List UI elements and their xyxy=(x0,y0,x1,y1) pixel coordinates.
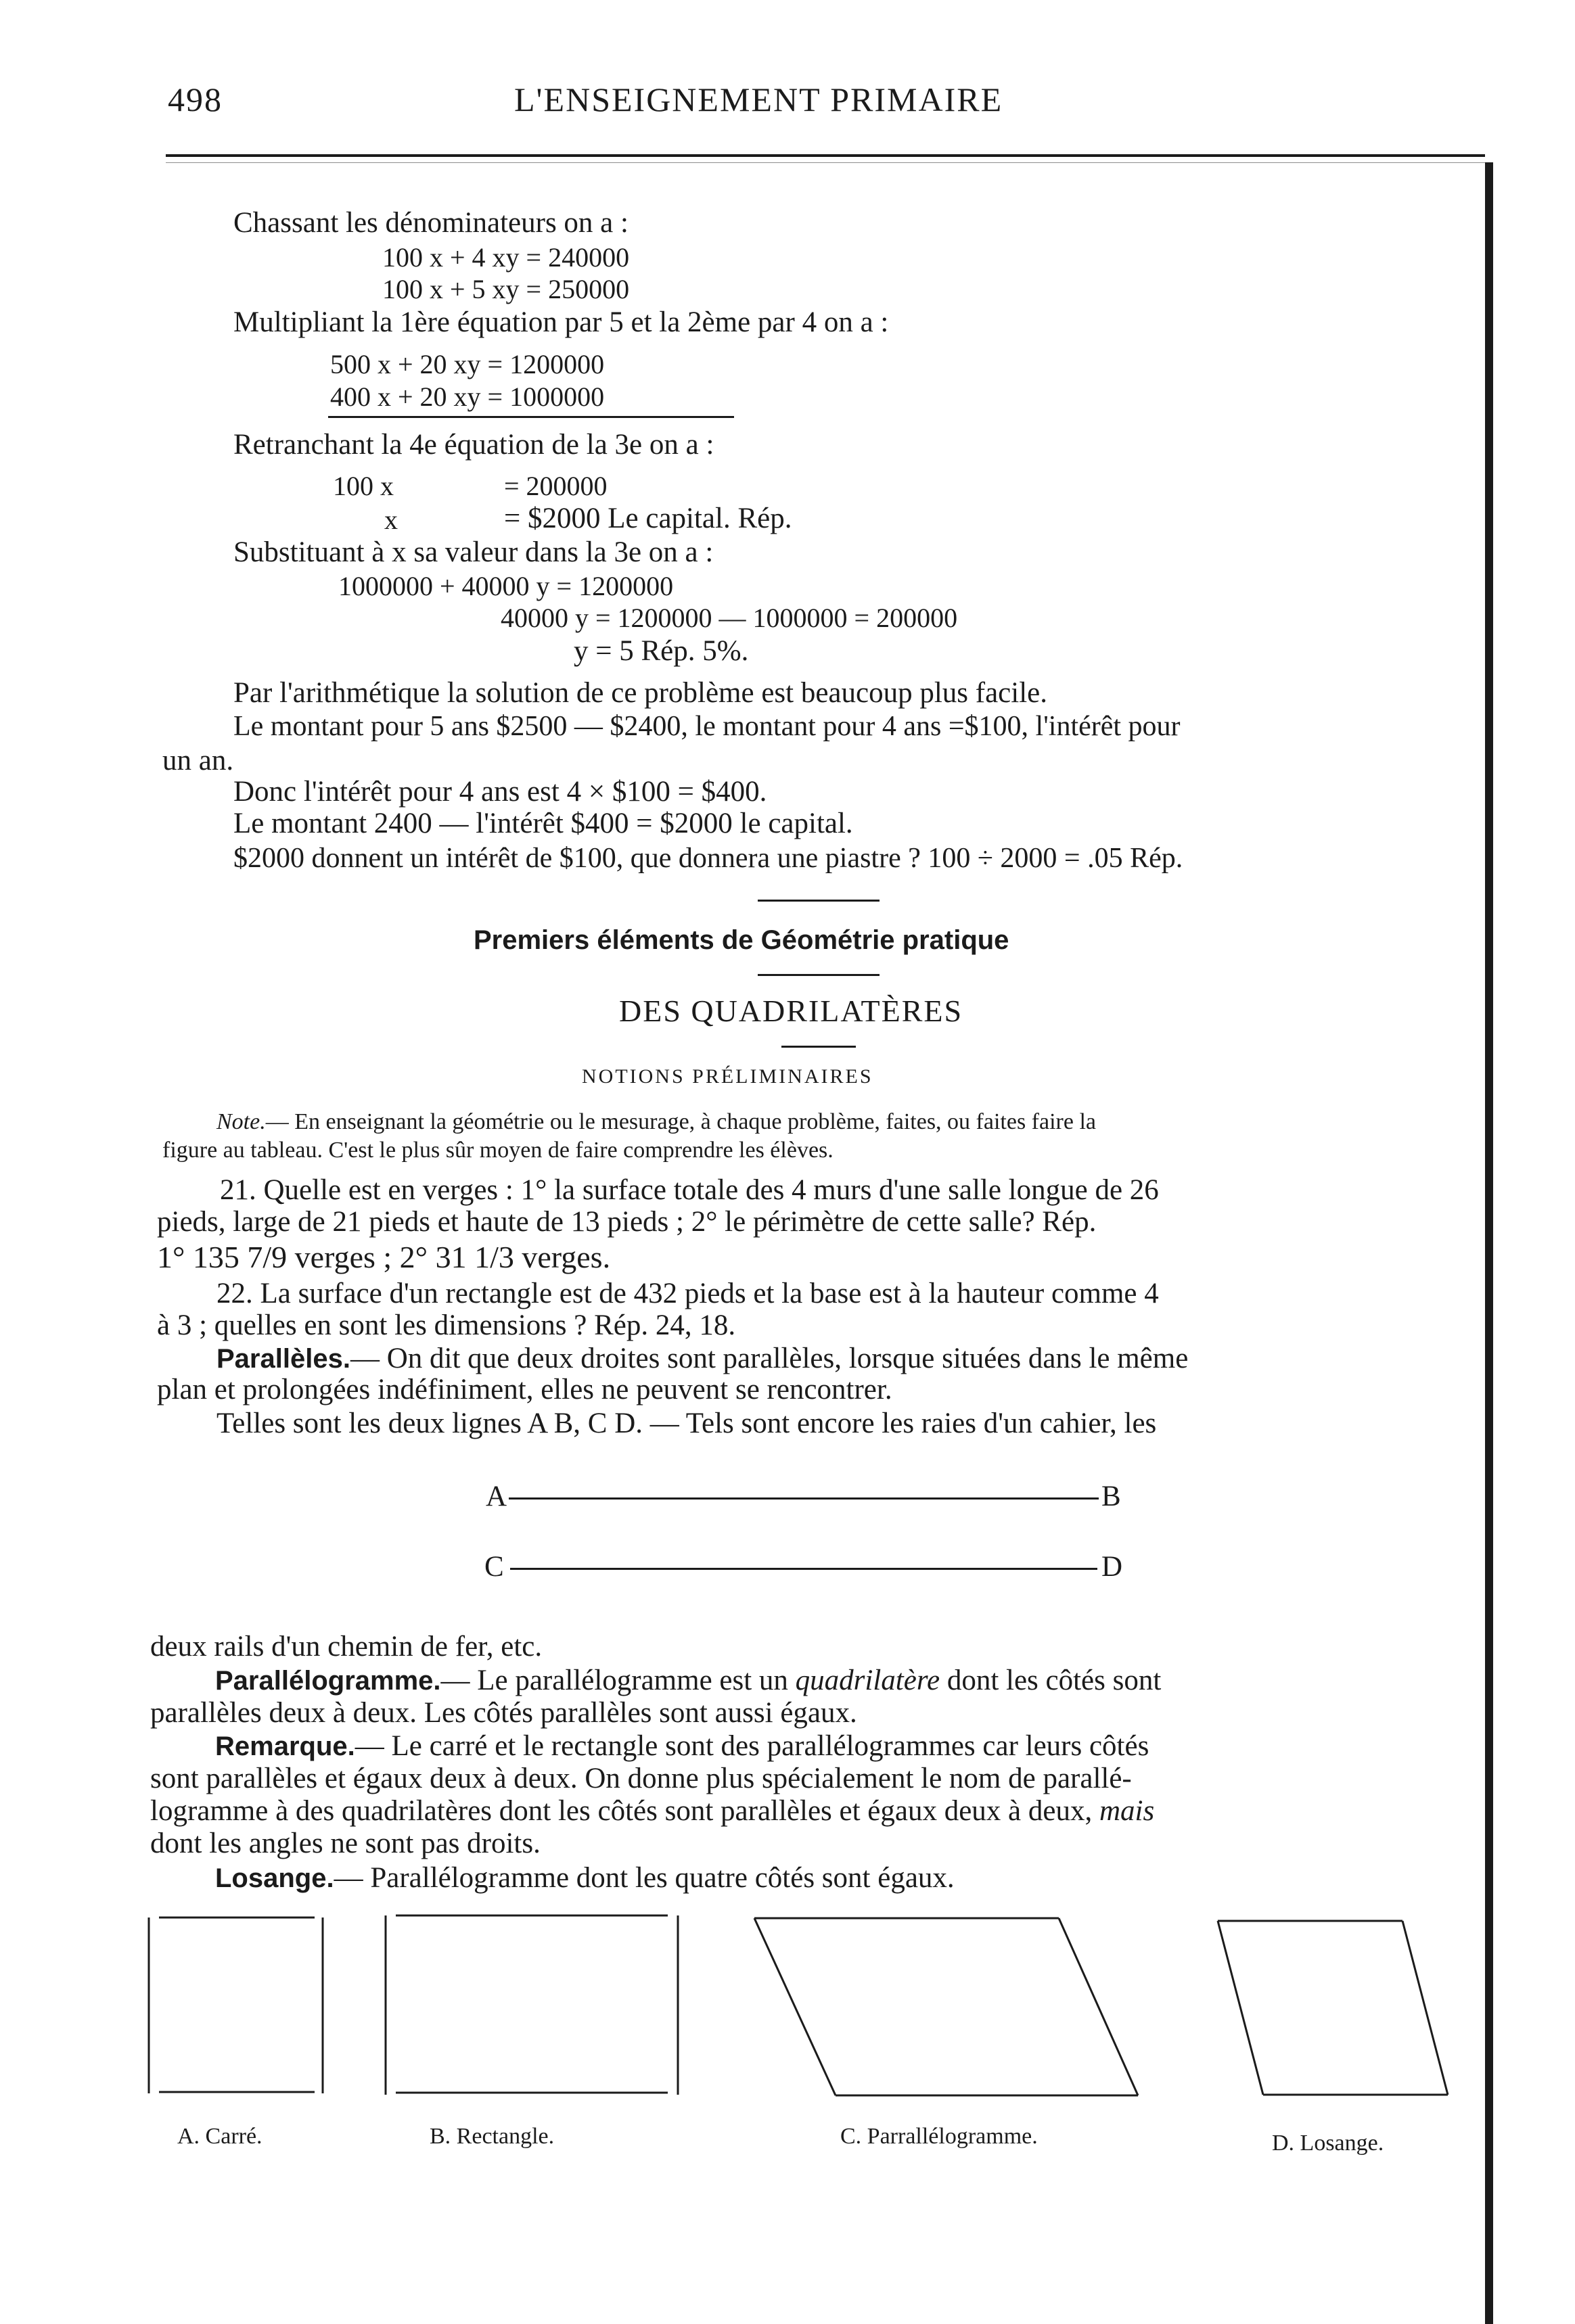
remarque-mais: mais xyxy=(1099,1795,1155,1827)
parallelogramme-text-b: dont les côtés sont xyxy=(946,1665,1162,1696)
equation-7: 1000000 + 40000 y = 1200000 xyxy=(338,571,674,601)
subchapter-title: NOTIONS PRÉLIMINAIRES xyxy=(582,1065,873,1088)
section-title: Premiers éléments de Géométrie pratique xyxy=(474,925,1009,955)
figure-rectangle xyxy=(382,1909,687,2101)
caption-rectangle: B. Rectangle. xyxy=(430,2124,555,2149)
section-title-rule xyxy=(758,974,880,976)
question-21-line-3: 1° 135 7/9 verges ; 2° 31 1/3 verges. xyxy=(157,1240,611,1274)
remarque-line-4: dont les angles ne sont pas droits. xyxy=(150,1828,541,1859)
line-label-c: C xyxy=(484,1551,504,1583)
page-number: 498 xyxy=(168,80,223,118)
question-22-line-2: à 3 ; quelles en sont les dimensions ? Rép. 24, 18. xyxy=(157,1309,736,1341)
line-label-b: B xyxy=(1101,1481,1121,1512)
figure-parallelogramme xyxy=(751,1913,1143,2106)
caption-parallelogramme: C. Parrallélogramme. xyxy=(840,2124,1038,2149)
remarque-line-2: sont parallèles et égaux deux à deux. On donne plus spécialement le nom de parallé- xyxy=(150,1763,1132,1794)
algebra-substitute: Substituant à x sa valeur dans la 3e on a : xyxy=(233,536,714,568)
paralleles-line-1 xyxy=(216,1342,1188,1375)
running-title: L'ENSEIGNEMENT PRIMAIRE xyxy=(514,80,1003,118)
equation-sum-rule xyxy=(328,416,734,418)
remarque-text-3a: logramme à des quadrilatères dont les côtés sont parallèles et égaux deux à deux, xyxy=(150,1795,1093,1827)
parallelogramme-line-1 xyxy=(215,1664,1161,1697)
section-divider xyxy=(758,900,880,902)
telles-line: Telles sont les deux lignes A B, C D. — Tels sont encore les raies d'un cahier, les xyxy=(216,1408,1157,1439)
line-label-d: D xyxy=(1101,1551,1123,1583)
paralleles-line-2: plan et prolongées indéfiniment, elles ne peuvent se rencontrer. xyxy=(157,1374,892,1405)
parallelogramme-text-a: — Le parallélogramme est un xyxy=(440,1665,788,1696)
arithmetic-line-2b: un an. xyxy=(162,745,234,776)
equation-3: 500 x + 20 xy = 1200000 xyxy=(330,349,605,379)
rails-line: deux rails d'un chemin de fer, etc. xyxy=(150,1631,543,1663)
header-rule-thin xyxy=(166,162,1485,163)
remarque-term: Remarque. xyxy=(215,1732,355,1761)
caption-carre: A. Carré. xyxy=(177,2124,262,2149)
parallel-line-ab xyxy=(509,1497,1099,1500)
note-line-1 xyxy=(216,1109,1096,1135)
paralleles-definition: — On dit que deux droites sont parallèles, lorsque situées dans le même xyxy=(350,1343,1189,1374)
equation-6-right: = $2000 Le capital. Rép. xyxy=(504,503,792,534)
line-label-a: A xyxy=(486,1481,507,1512)
figure-losange xyxy=(1214,1915,1455,2105)
parallel-line-cd xyxy=(510,1568,1097,1570)
equation-9: y = 5 Rép. 5%. xyxy=(574,635,749,667)
algebra-multiply: Multipliant la 1ère équation par 5 et la 2ème par 4 on a : xyxy=(233,306,889,338)
scan-edge-bar xyxy=(1485,162,1493,2324)
equation-8: 40000 y = 1200000 — 1000000 = 200000 xyxy=(501,603,958,633)
parallelogramme-quadrilatere: quadrilatère xyxy=(795,1665,940,1696)
equation-1: 100 x + 4 xy = 240000 xyxy=(382,242,630,273)
remarque-line-3 xyxy=(150,1794,1154,1828)
question-22-line-1: 22. La surface d'un rectangle est de 432 pieds et la base est à la hauteur comme 4 xyxy=(216,1278,1159,1309)
remarque-text: — Le carré et le rectangle sont des parallélogrammes car leurs côtés xyxy=(355,1730,1149,1762)
equation-4: 400 x + 20 xy = 1000000 xyxy=(330,381,605,412)
remarque-line-1 xyxy=(215,1729,1149,1763)
equation-5-right: = 200000 xyxy=(504,471,608,501)
paralleles-term: Parallèles. xyxy=(216,1344,350,1374)
chapter-title: DES QUADRILATÈRES xyxy=(619,994,963,1028)
note-label: Note. xyxy=(216,1109,266,1134)
question-21-line-2: pieds, large de 21 pieds et haute de 13 pieds ; 2° le périmètre de cette salle? Rép. xyxy=(157,1206,1097,1238)
figure-carre xyxy=(145,1911,328,2100)
equation-5-left: 100 x xyxy=(333,471,394,501)
equation-6-left: x xyxy=(384,505,398,535)
arithmetic-line-4: Le montant 2400 — l'intérêt $400 = $2000 le capital. xyxy=(233,808,853,839)
note-text: — En enseignant la géométrie ou le mesurage, à chaque problème, faites, ou faites faire la xyxy=(265,1109,1096,1134)
arithmetic-line-2: Le montant pour 5 ans $2500 — $2400, le montant pour 4 ans =$100, l'intérêt pour xyxy=(233,711,1181,742)
note-line-2: figure au tableau. C'est le plus sûr moyen de faire comprendre les élèves. xyxy=(162,1138,834,1163)
parallelogramme-term: Parallélogramme. xyxy=(215,1666,441,1696)
algebra-subtract: Retranchant la 4e équation de la 3e on a : xyxy=(233,429,714,461)
chapter-title-rule xyxy=(781,1046,856,1048)
arithmetic-line-1: Par l'arithmétique la solution de ce problème est beaucoup plus facile. xyxy=(233,677,1047,709)
losange-definition: — Parallélogramme dont les quatre côtés sont égaux. xyxy=(334,1862,955,1894)
question-21-line-1: 21. Quelle est en verges : 1° la surface totale des 4 murs d'une salle longue de 26 xyxy=(220,1174,1159,1206)
losange-term: Losange. xyxy=(215,1863,334,1893)
header-rule xyxy=(166,154,1485,157)
arithmetic-line-3: Donc l'intérêt pour 4 ans est 4 × $100 = $400. xyxy=(233,776,767,808)
losange-line xyxy=(215,1861,955,1895)
arithmetic-line-5: $2000 donnent un intérêt de $100, que donnera une piastre ? 100 ÷ 2000 = .05 Rép. xyxy=(233,843,1183,874)
caption-losange: D. Losange. xyxy=(1272,2131,1384,2156)
algebra-intro: Chassant les dénominateurs on a : xyxy=(233,207,629,239)
parallelogramme-line-2: parallèles deux à deux. Les côtés parallèles sont aussi égaux. xyxy=(150,1697,857,1729)
equation-2: 100 x + 5 xy = 250000 xyxy=(382,274,630,304)
